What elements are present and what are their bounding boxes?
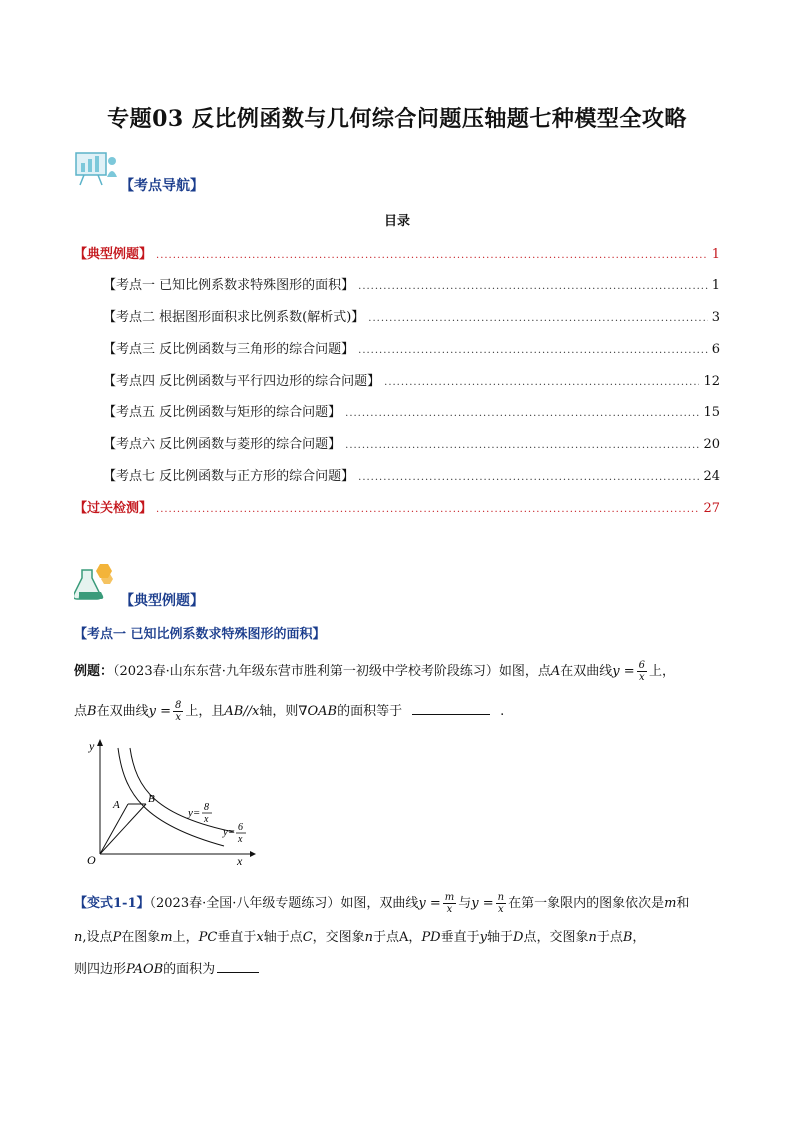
variant-text: （2023春·全国·八年级专题练习）如图，双曲线	[149, 896, 419, 911]
toc-row[interactable]	[103, 306, 720, 325]
toc-leader	[384, 377, 699, 388]
fraction-denominator: x	[446, 904, 453, 915]
example-prefix: 例题：	[74, 664, 114, 679]
ab-parallel: AB//x	[224, 704, 260, 719]
variant-text: ,设点	[82, 930, 113, 945]
point-p: P	[112, 930, 122, 945]
fraction	[443, 892, 456, 915]
point-a-label: A	[113, 799, 120, 811]
variant-text: 的面积为	[163, 962, 216, 977]
hyperbola-graph	[84, 734, 264, 866]
example-text: 的面积等于	[337, 704, 403, 719]
page-title: 专题03 反比例函数与几何综合问题压轴题七种模型全攻略	[107, 106, 687, 132]
variant-text: 垂直于	[440, 930, 480, 945]
fraction	[173, 700, 183, 723]
variant-text: 于点A，	[373, 930, 422, 945]
triangle-oab: ∇OAB	[298, 704, 338, 719]
x-axis-arrow	[250, 851, 256, 857]
variant-line-3	[74, 960, 259, 980]
toc-leader	[345, 440, 699, 451]
segment-pd: PD	[421, 930, 441, 945]
toc-leader	[156, 250, 708, 261]
toc-label: 【考点一 已知比例系数求特殊图形的面积】	[103, 278, 355, 293]
curve-y6x	[118, 748, 224, 846]
variant-text: 与	[458, 896, 472, 911]
fraction	[637, 660, 647, 683]
example-text: 轴，则	[259, 704, 299, 719]
example-text: 上，且	[185, 704, 225, 719]
fraction-denominator: x	[498, 904, 504, 915]
curve-y8x	[130, 748, 234, 832]
toc-row[interactable]	[103, 465, 720, 484]
var-y: y	[479, 930, 487, 945]
toc-page: 24	[703, 469, 720, 484]
toc-row[interactable]	[103, 338, 720, 357]
toc-leader	[358, 472, 699, 483]
variant-text: 于点	[596, 930, 623, 945]
toc-label: 【考点六 反比例函数与菱形的综合问题】	[103, 437, 342, 452]
segment-oa	[100, 804, 128, 854]
toc-row[interactable]	[103, 433, 720, 452]
toc-row[interactable]	[103, 370, 720, 389]
example-line-2	[74, 700, 504, 723]
answer-blank[interactable]	[412, 703, 490, 715]
fraction-numerator: m	[444, 892, 455, 903]
y-equals: y =	[612, 664, 635, 679]
curve2-y: y=	[223, 826, 236, 838]
segment-ob	[100, 804, 146, 854]
y-equals: y =	[418, 896, 441, 911]
variant-text: 垂直于	[217, 930, 257, 945]
x-axis-label: x	[237, 854, 243, 866]
toc-row[interactable]	[74, 243, 720, 262]
variant-line-1	[74, 892, 689, 915]
toc-leader	[368, 313, 707, 324]
fraction-numerator: n	[497, 892, 505, 903]
var-n: n	[364, 930, 374, 945]
toc-label: 【考点四 反比例函数与平行四边形的综合问题】	[103, 374, 381, 389]
var-x: x	[256, 930, 264, 945]
fraction-denominator: x	[175, 712, 181, 723]
point-label: 【考点一 已知比例系数求特殊图形的面积】	[74, 627, 326, 642]
var-n: n	[588, 930, 597, 945]
y-equals: y =	[471, 896, 494, 911]
example-text: 在双曲线	[560, 664, 613, 679]
variant-text: 轴于点	[263, 930, 303, 945]
toc-row[interactable]	[74, 497, 720, 516]
toc-label: 【考点七 反比例函数与正方形的综合问题】	[103, 469, 355, 484]
toc-page: 6	[711, 342, 720, 357]
toc-leader	[345, 408, 699, 419]
variant-text: 和	[676, 896, 690, 911]
y-equals: y =	[148, 704, 171, 719]
toc-leader	[358, 281, 708, 292]
variant-text: 在第一象限内的图象依次是	[508, 896, 665, 911]
toc-label: 【考点二 根据图形面积求比例系数(解析式)】	[103, 310, 365, 325]
point-a: A	[550, 664, 561, 679]
var-n: n	[74, 930, 83, 945]
example-text: .	[500, 704, 505, 719]
var-m: m	[160, 930, 173, 945]
example-line-1	[74, 660, 675, 683]
fraction-numerator: 8	[174, 700, 182, 711]
quad-paob: PAOB	[126, 962, 164, 977]
variant-line-2	[74, 928, 645, 948]
toc-row[interactable]	[103, 274, 720, 293]
presentation-board-icon	[74, 147, 120, 187]
toc-row[interactable]	[103, 401, 720, 420]
section-label: 【典型例题】	[120, 593, 204, 609]
flask-icon	[74, 560, 116, 602]
variant-text: ，交图象	[312, 930, 365, 945]
toc-label: 【典型例题】	[74, 247, 153, 262]
toc-page: 1	[711, 247, 720, 262]
point-b: B	[87, 704, 97, 719]
y-axis-label: y	[89, 739, 95, 753]
point-d: D	[513, 930, 524, 945]
toc-page: 12	[703, 374, 720, 389]
example-text: （2023春·山东东营·九年级东营市胜利第一初级中学校考阶段练习）如图，点	[113, 664, 551, 679]
toc-leader	[358, 345, 708, 356]
fraction-numerator: 6	[638, 660, 646, 671]
origin-label: O	[87, 853, 96, 866]
toc-label: 【过关检测】	[74, 501, 153, 516]
toc-page: 1	[711, 278, 720, 293]
variant-text: 点，交图象	[523, 930, 589, 945]
toc-page: 27	[703, 501, 720, 516]
curve1-num: 8	[204, 802, 209, 813]
toc-page: 20	[703, 437, 720, 452]
fraction	[496, 892, 506, 915]
variant-text: 在图象	[121, 930, 161, 945]
fraction-denominator: x	[639, 672, 645, 683]
example-text: 上，	[649, 664, 676, 679]
variant-text: ，	[632, 930, 646, 945]
point-b-label: B	[148, 793, 155, 805]
toc-heading: 目录	[383, 214, 410, 229]
segment-pc: PC	[198, 930, 218, 945]
point-c: C	[302, 930, 313, 945]
variant-text: 轴于	[486, 930, 513, 945]
toc-page: 15	[703, 405, 720, 420]
nav-label: 【考点导航】	[120, 178, 204, 194]
toc-label: 【考点三 反比例函数与三角形的综合问题】	[103, 342, 355, 357]
variant-label: 【变式1-1】	[74, 896, 150, 911]
toc-page: 3	[711, 310, 720, 325]
curve2-den: x	[238, 834, 243, 845]
curve1-y: y=	[188, 807, 201, 819]
example-text: 在双曲线	[96, 704, 149, 719]
answer-blank[interactable]	[217, 961, 259, 973]
variant-text: 则四边形	[74, 962, 127, 977]
y-axis-arrow	[97, 739, 103, 746]
curve2-num: 6	[238, 822, 243, 833]
example-text: 点	[74, 704, 88, 719]
variant-text: 上，	[172, 930, 199, 945]
curve1-den: x	[204, 814, 209, 825]
point-b: B	[622, 930, 633, 945]
toc-leader	[156, 504, 699, 515]
toc-label: 【考点五 反比例函数与矩形的综合问题】	[103, 405, 342, 420]
var-m: m	[664, 896, 677, 911]
